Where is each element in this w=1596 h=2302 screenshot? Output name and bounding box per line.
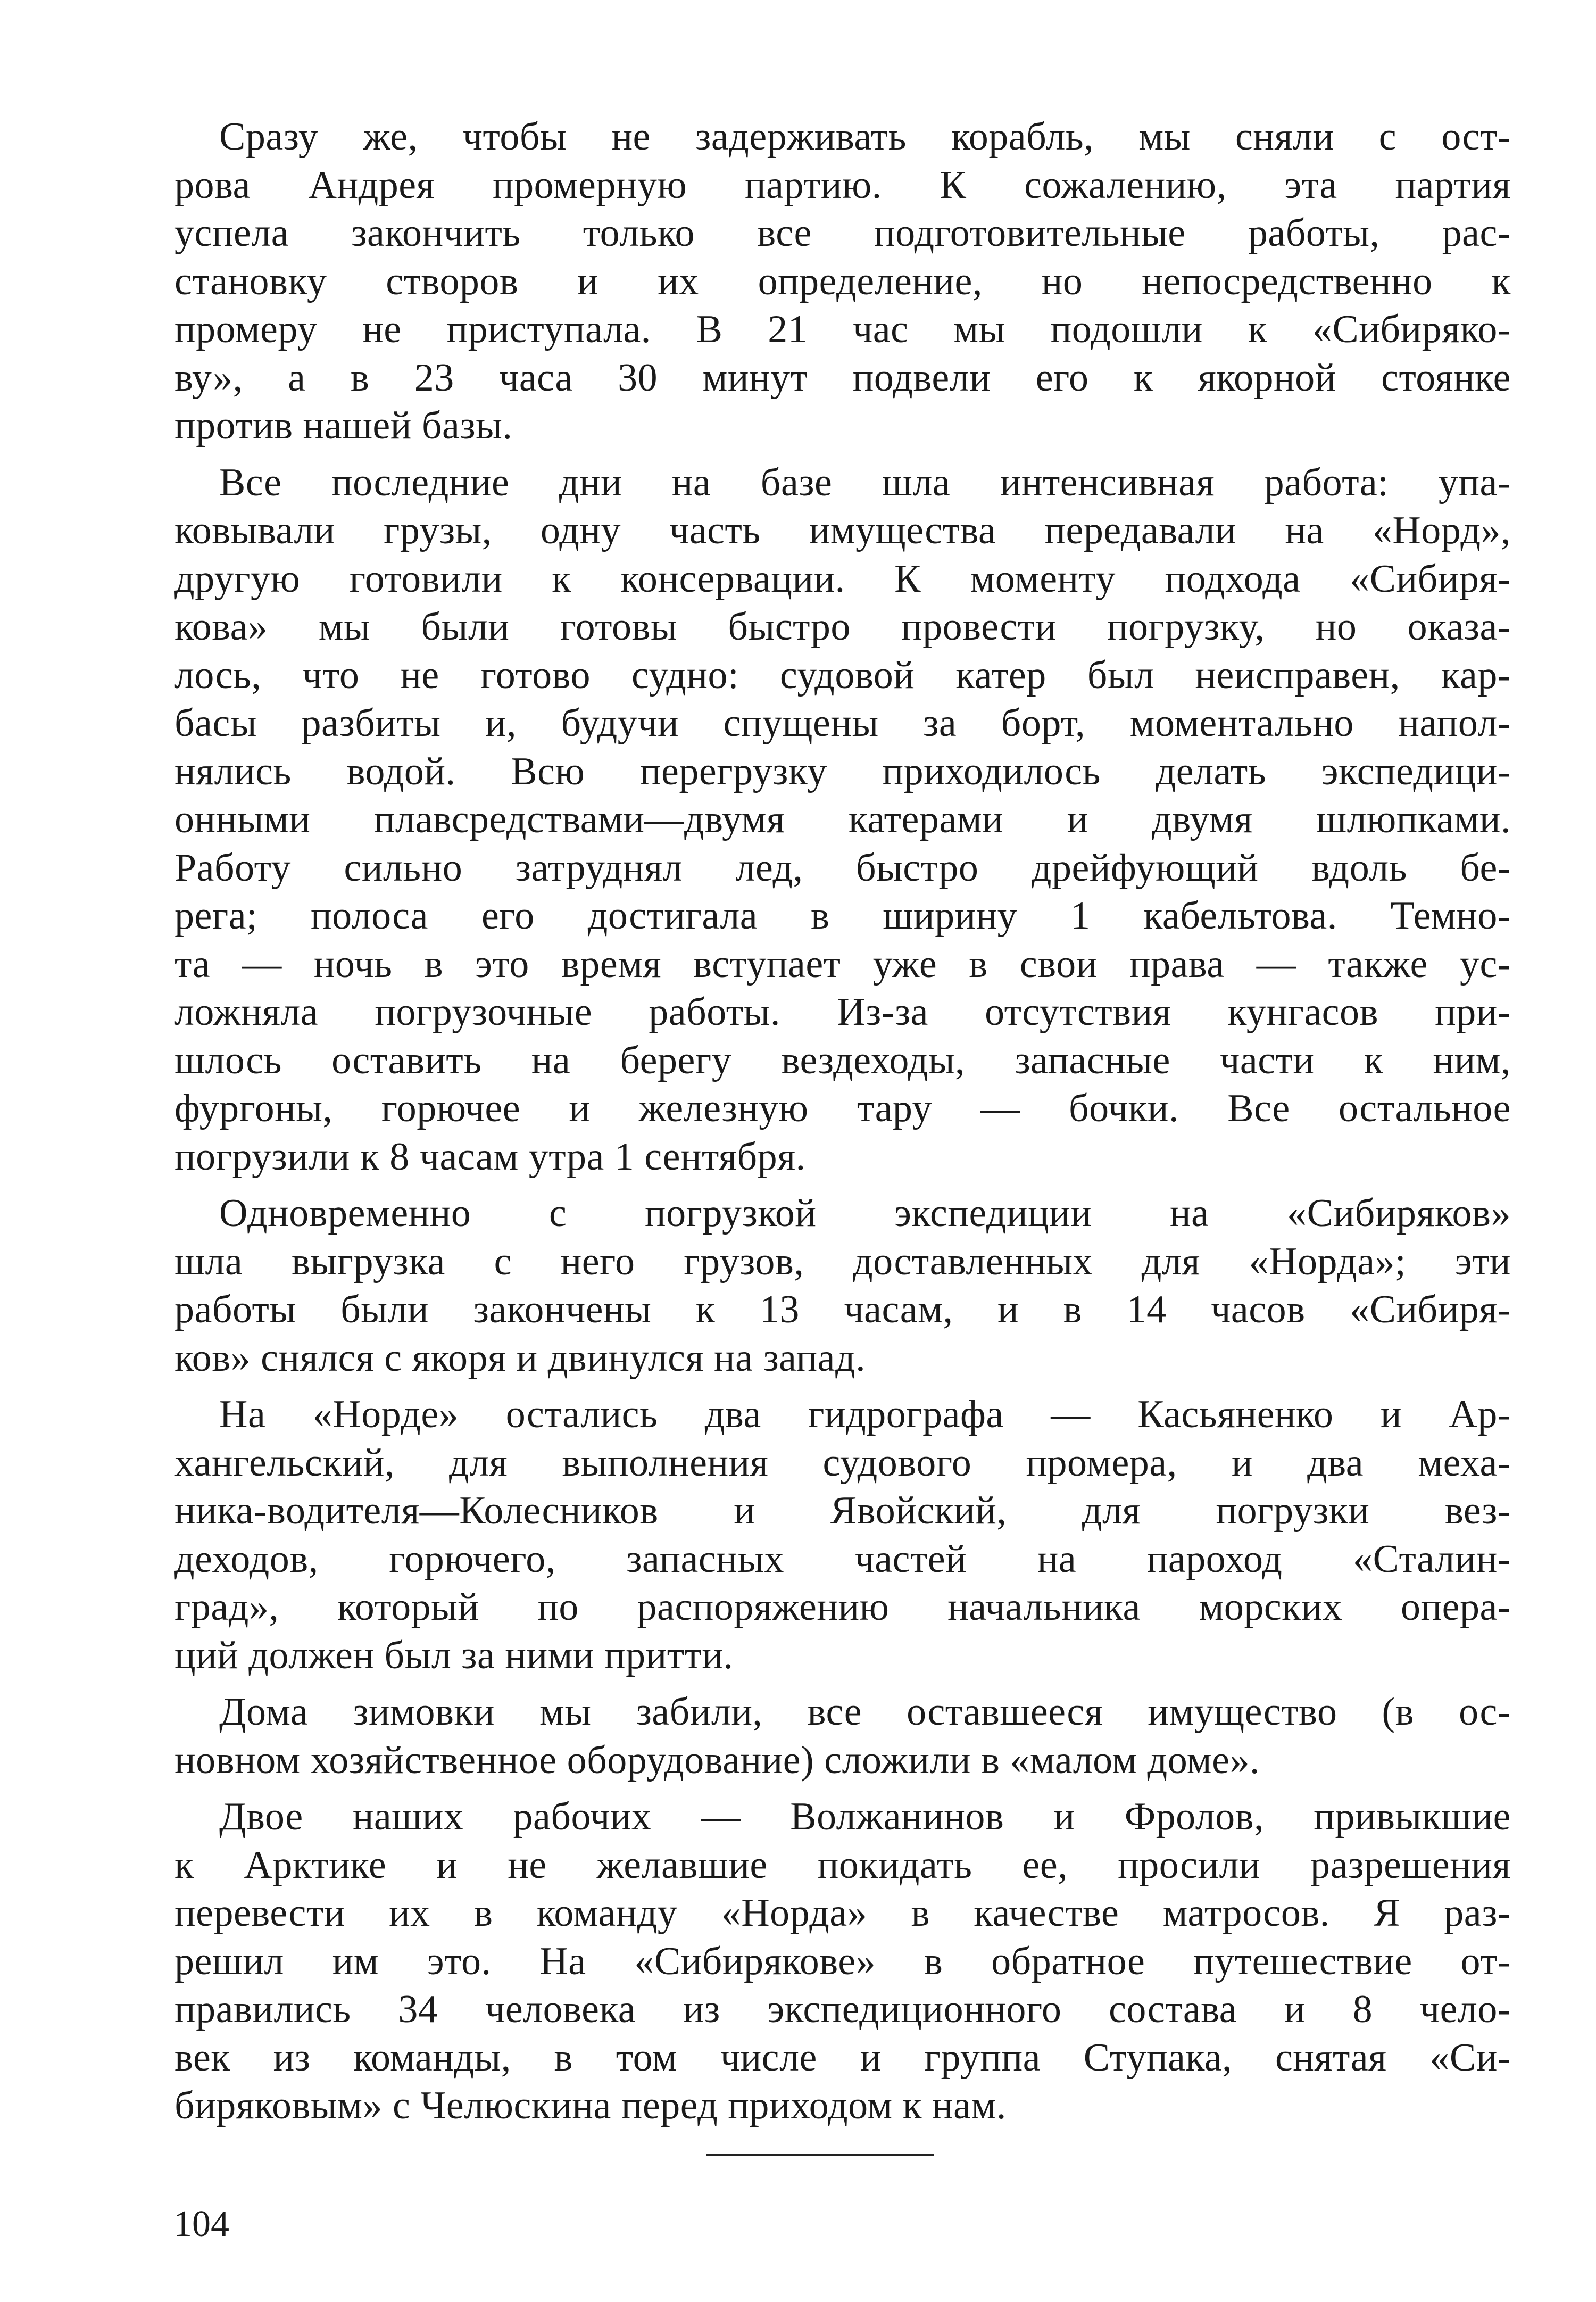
- text-line: ковывали грузы, одну часть имущества передавали на «Норд»,: [174, 509, 1511, 552]
- text-line: Двое наших рабочих — Волжанинов и Фролов, привыкшие: [219, 1795, 1511, 1839]
- text-line: Сразу же, чтобы не задерживать корабль, мы сняли с ост-: [219, 115, 1511, 159]
- text-line: Работу сильно затруднял лед, быстро дрейфующий вдоль бе-: [174, 846, 1511, 890]
- paragraph: [174, 1688, 1511, 1784]
- text-line: нялись водой. Всю перегрузку приходилось делать экспедици-: [174, 749, 1511, 793]
- text-line: фургоны, горючее и железную тару — бочки. Все остальное: [174, 1087, 1511, 1130]
- text-line: Одновременно с погрузкой экспедиции на «Сибиряков»: [219, 1191, 1511, 1235]
- text-line: рова Андрея промерную партию. К сожалению, эта партия: [174, 163, 1511, 207]
- text-line: ций должен был за ними притти.: [174, 1633, 734, 1677]
- paragraph: [174, 1793, 1511, 2130]
- text-line: шла выгрузка с него грузов, доставленных для «Норда»; эти: [174, 1239, 1511, 1284]
- text-line: другую готовили к консервации. К моменту подхода «Сибиря-: [174, 557, 1511, 601]
- text-line: погрузили к 8 часам утра 1 сентября.: [174, 1135, 806, 1179]
- text-line: лось, что не готово судно: судовой катер был неисправен, кар-: [174, 653, 1511, 697]
- text-line: век из команды, в том числе и группа Ступака, снятая «Си-: [174, 2035, 1511, 2080]
- text-line: работы были закончены к 13 часам, и в 14 часов «Сибиря-: [174, 1288, 1511, 1331]
- text-line: становку створов и их определение, но непосредственно к: [174, 259, 1511, 303]
- text-line: басы разбиты и, будучи спущены за борт, моментально напол-: [174, 701, 1511, 745]
- paragraph: [174, 1189, 1511, 1382]
- text-line: та — ночь в это время вступает уже в свои права — также ус-: [174, 942, 1511, 986]
- text-line: успела закончить только все подготовительные работы, рас-: [174, 211, 1511, 255]
- text-line: промеру не приступала. В 21 час мы подошли к «Сибиряко-: [174, 308, 1511, 351]
- text-line: биряковым» с Челюскина перед приходом к нам.: [174, 2084, 1007, 2127]
- footer-divider: [706, 2154, 934, 2156]
- text-line: перевести их в команду «Норда» в качестве матросов. Я раз-: [174, 1891, 1511, 1935]
- paragraph: [174, 113, 1511, 450]
- text-line: к Арктике и не желавшие покидать ее, просили разрешения: [174, 1843, 1511, 1887]
- text-line: правились 34 человека из экспедиционного состава и 8 чело-: [174, 1988, 1511, 2031]
- text-line: кова» мы были готовы быстро провести погрузку, но оказа-: [174, 605, 1511, 649]
- text-line: рега; полоса его достигала в ширину 1 кабельтова. Темно-: [174, 894, 1511, 938]
- text-line: Дома зимовки мы забили, все оставшееся имущество (в ос-: [219, 1690, 1511, 1734]
- text-line: ника-водителя—Колесников и Явойский, для погрузки вез-: [174, 1489, 1511, 1533]
- paragraph: [174, 1390, 1511, 1679]
- body-text: [174, 113, 1511, 2139]
- text-line: град», который по распоряжению начальника морских опера-: [174, 1585, 1511, 1629]
- paragraph: [174, 459, 1511, 1181]
- text-line: решил им это. На «Сибирякове» в обратное путешествие от-: [174, 1939, 1511, 1983]
- text-line: ков» снялся с якоря и двинулся на запад.: [174, 1336, 866, 1380]
- text-line: против нашей базы.: [174, 404, 513, 448]
- text-line: онными плавсредствами—двумя катерами и двумя шлюпками.: [174, 798, 1511, 841]
- text-line: новном хозяйственное оборудование) сложили в «малом доме».: [174, 1738, 1260, 1782]
- text-line: На «Норде» остались два гидрографа — Касьяненко и Ар-: [219, 1393, 1511, 1436]
- text-line: ложняла погрузочные работы. Из-за отсутствия кунгасов при-: [174, 990, 1511, 1034]
- page-number: 104: [173, 2204, 229, 2245]
- text-line: деходов, горючего, запасных частей на пароход «Сталин-: [174, 1537, 1511, 1581]
- text-line: Все последние дни на базе шла интенсивная работа: упа-: [219, 460, 1511, 504]
- text-line: ву», а в 23 часа 30 минут подвели его к якорной стоянке: [174, 355, 1511, 400]
- text-line: шлось оставить на берегу вездеходы, запасные части к ним,: [174, 1038, 1511, 1082]
- text-line: хангельский, для выполнения судового промера, и два меха-: [174, 1440, 1511, 1485]
